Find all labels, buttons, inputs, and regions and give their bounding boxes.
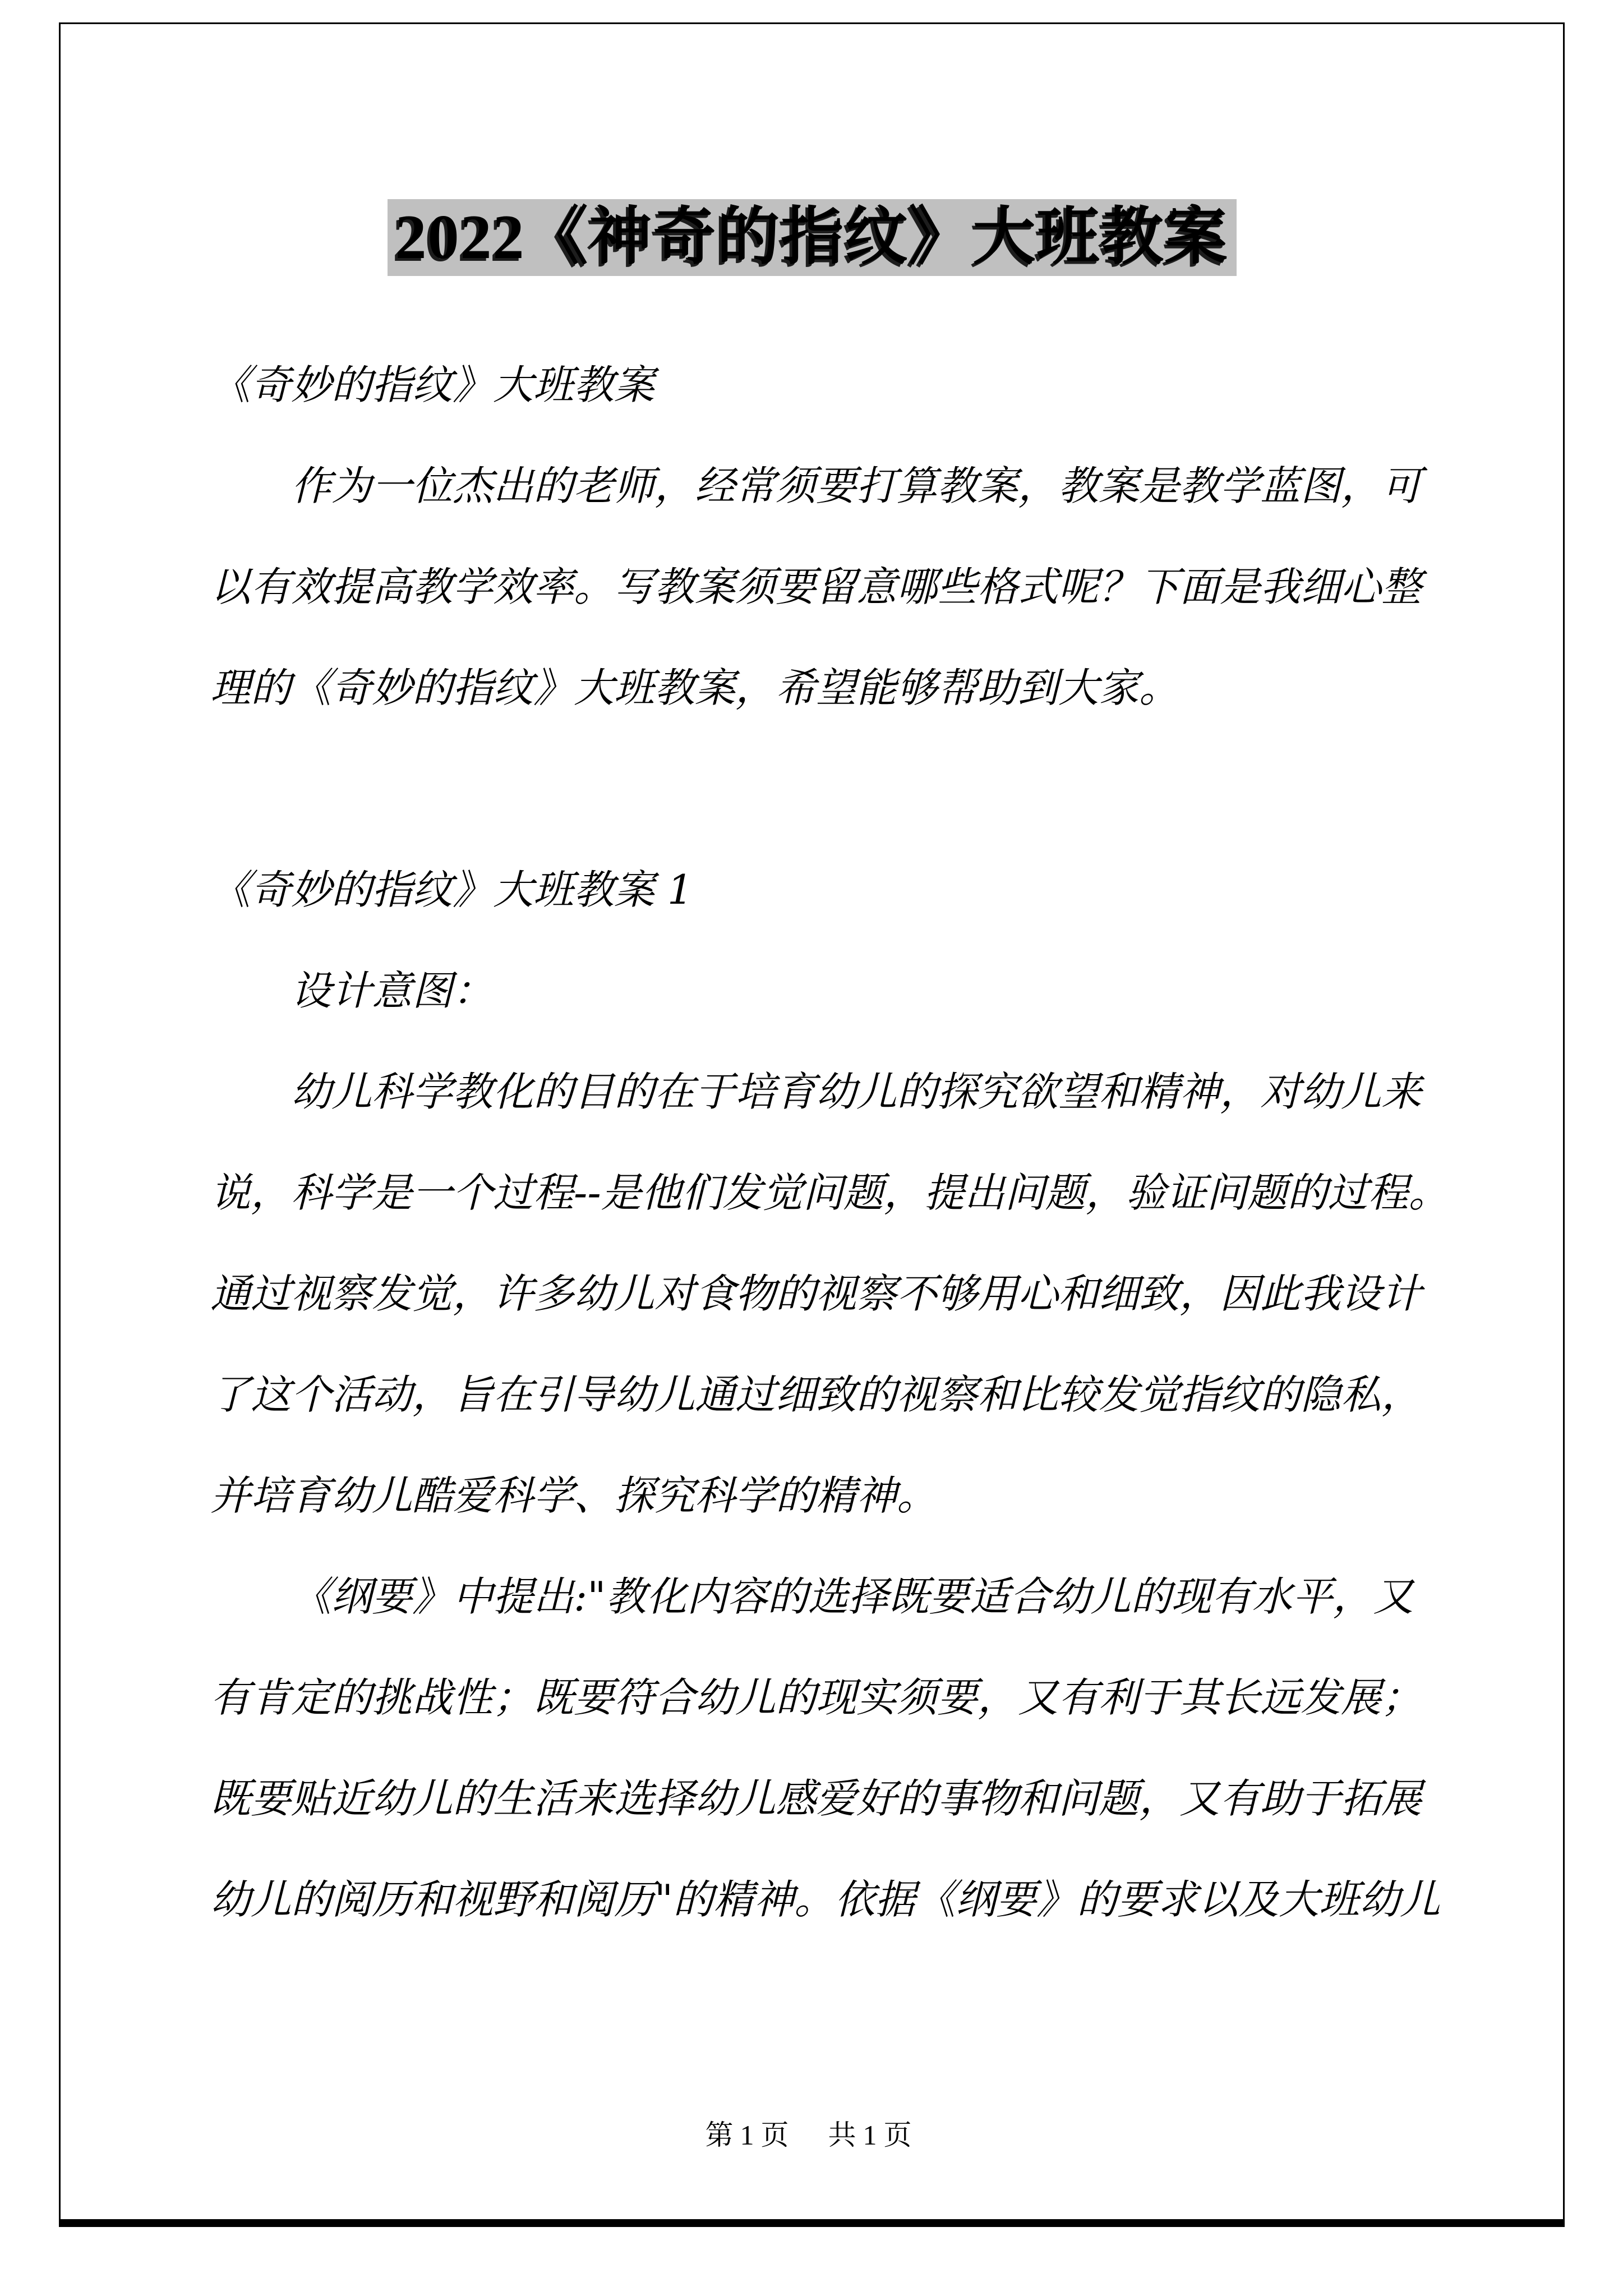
text-line: 既要贴近幼儿的生活来选择幼儿感爱好的事物和问题，又有助于拓展 [210,1774,1422,1822]
text-line: 《纲要》中提出:"教化内容的选择既要适合幼儿的现有水平，又 [291,1572,1414,1620]
text-line: 并培育幼儿酷爱科学、探究科学的精神。 [210,1471,938,1519]
document-body [210,334,1449,1950]
text-line: 有肯定的挑战性；既要符合幼儿的现实须要，又有利于其长远发展； [210,1673,1422,1721]
text-line: 理的《奇妙的指纹》大班教案，希望能够帮助到大家。 [210,664,1180,711]
text-line: 幼儿科学教化的目的在于培育幼儿的探究欲望和精神，对幼儿来 [291,1068,1422,1115]
text-line: 幼儿的阅历和视野和阅历"的精神。依据《纲要》的要求以及大班幼儿 [210,1875,1441,1923]
text-line: 了这个活动，旨在引导幼儿通过细致的视察和比较发觉指纹的隐私， [210,1370,1422,1418]
footer-page-number: 第1页 [705,2119,796,2151]
text-line: 《奇妙的指纹》大班教案 1 [210,866,693,913]
title-row [61,199,1563,276]
page-footer [61,2113,1563,2153]
document-page [59,22,1565,2227]
text-line: 说，科学是一个过程--是他们发觉问题，提出问题，验证问题的过程。 [210,1168,1449,1216]
document-title: 2022《神奇的指纹》大班教案 [388,199,1237,276]
text-line: 设计意图： [291,967,494,1014]
text-line: 以有效提高教学效率。写教案须要留意哪些格式呢？下面是我细心整 [210,563,1422,610]
text-line: 作为一位杰出的老师，经常须要打算教案，教案是教学蓝图，可 [291,462,1422,509]
text-line: 《奇妙的指纹》大班教案 [210,361,655,408]
text-line: 通过视察发觉，许多幼儿对食物的视察不够用心和细致，因此我设计 [210,1269,1422,1317]
footer-total-pages: 共1页 [828,2119,919,2151]
